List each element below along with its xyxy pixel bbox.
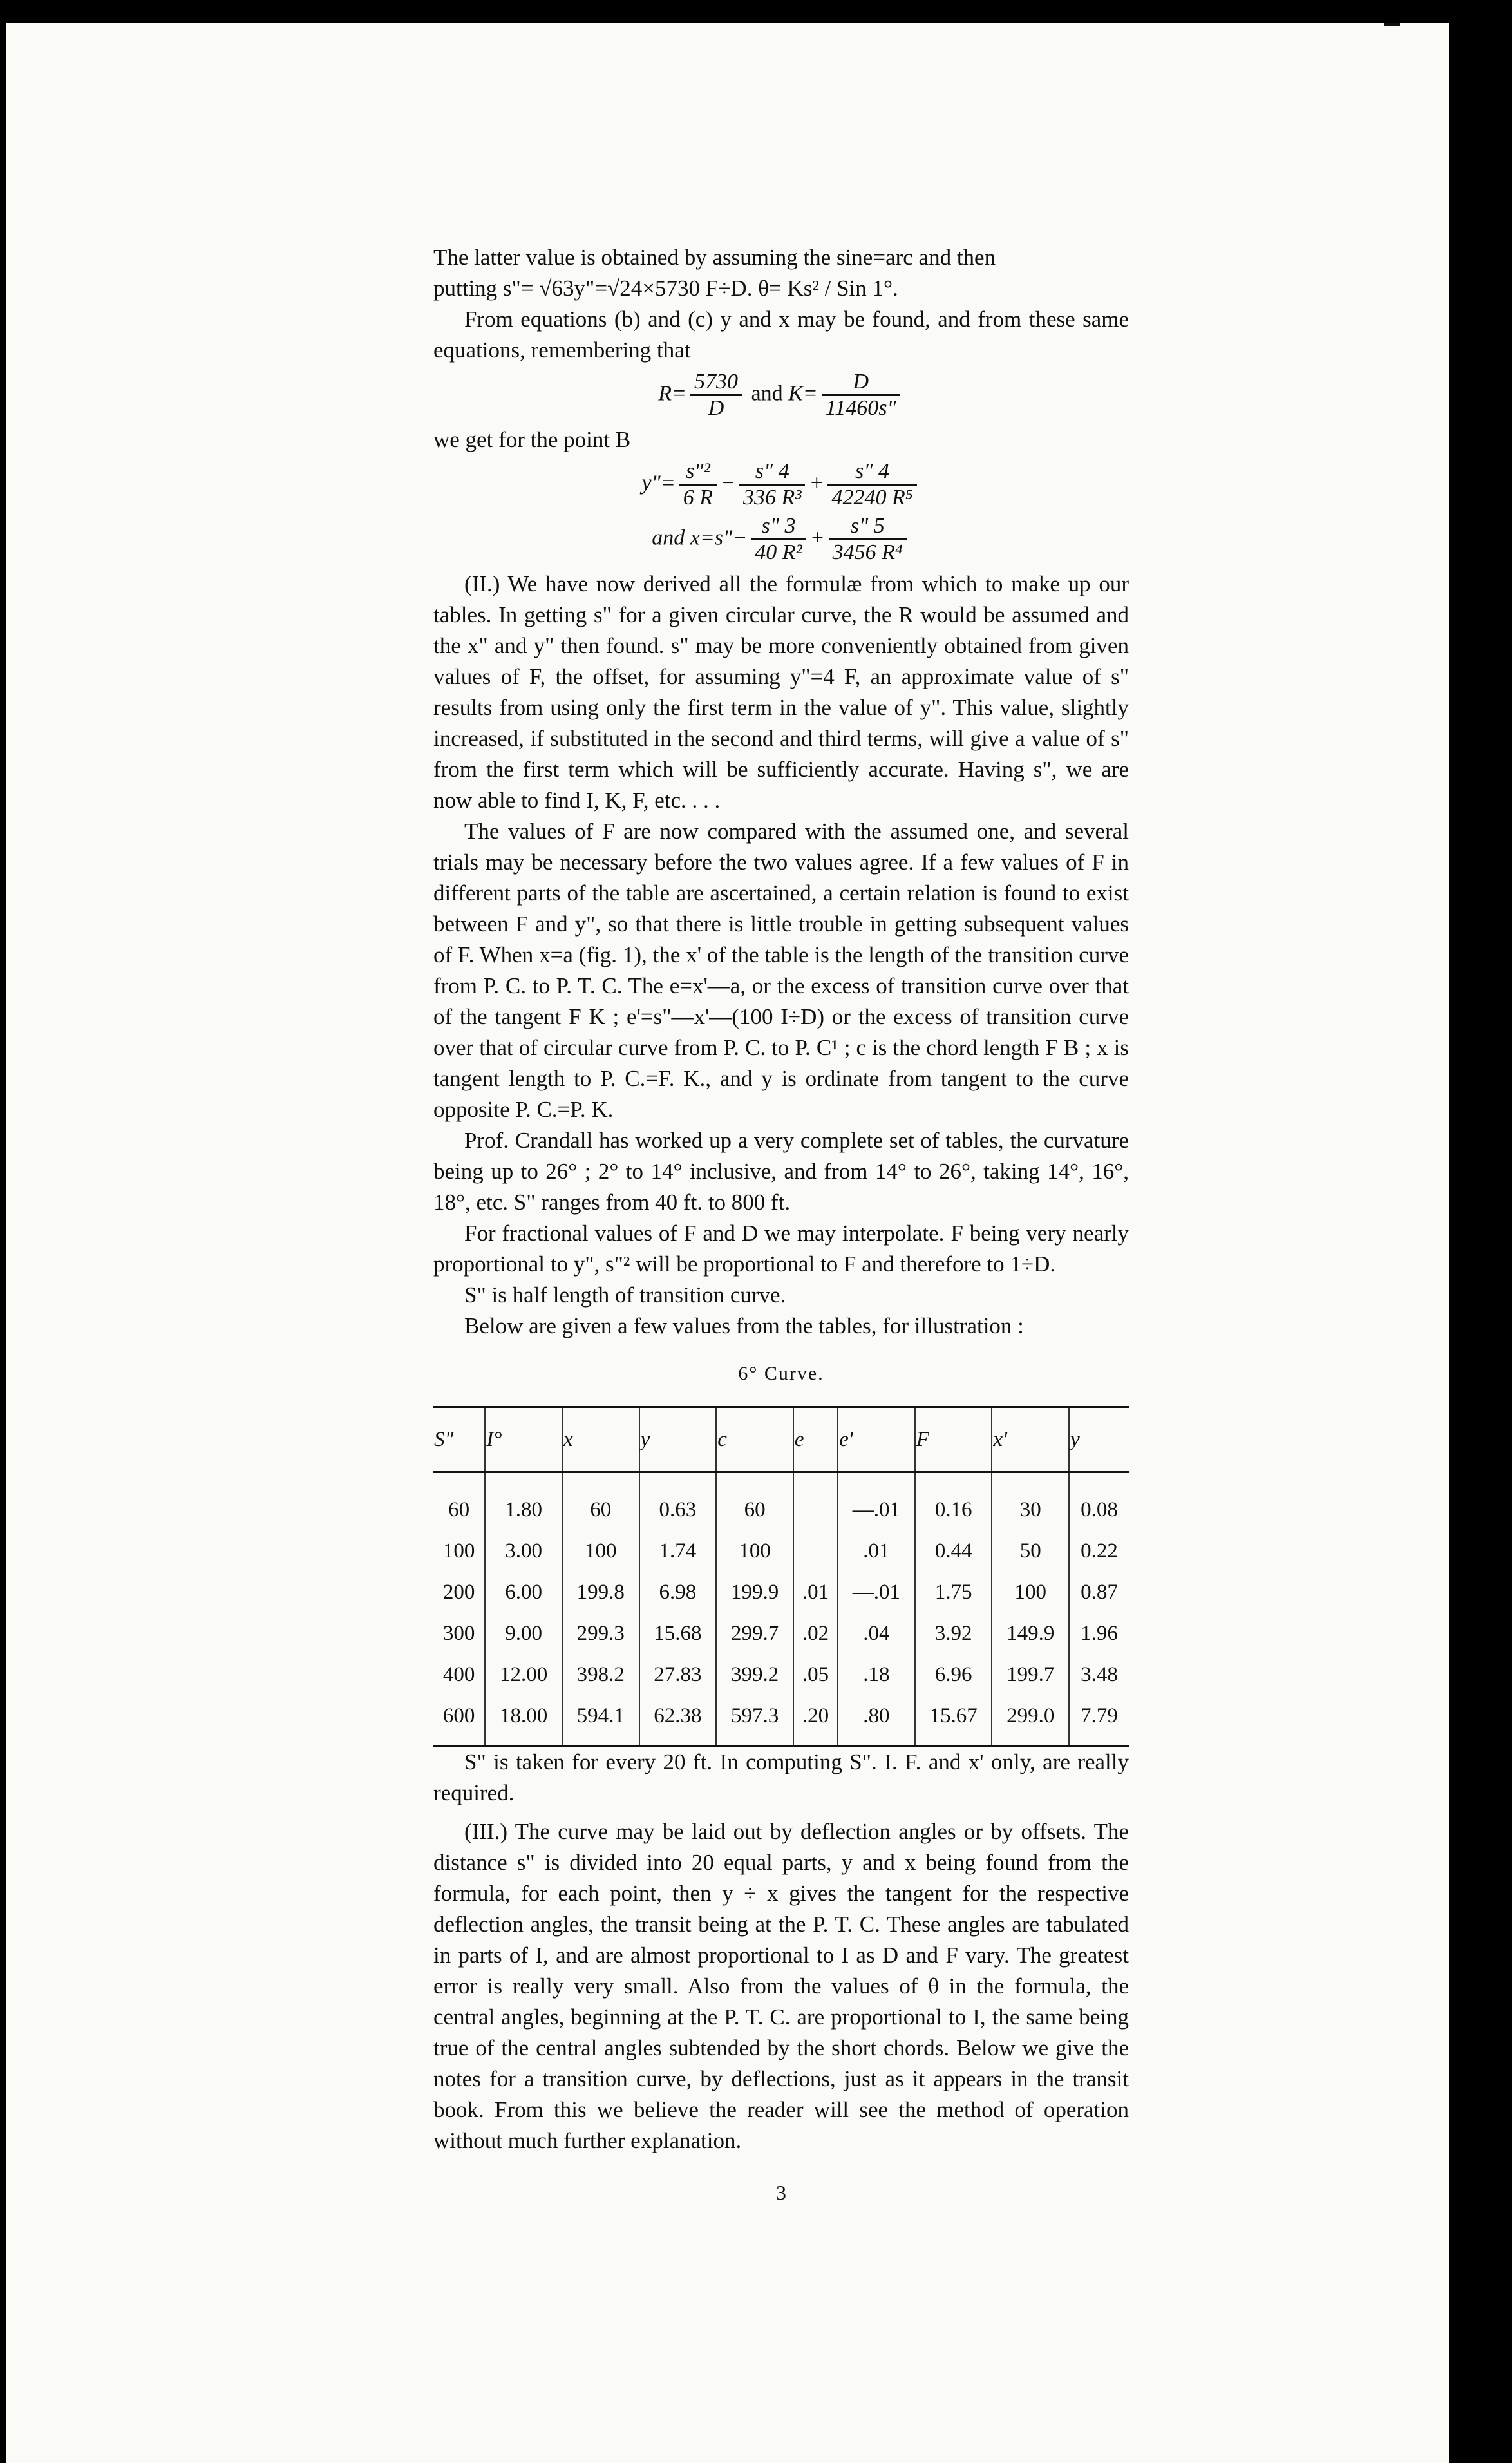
table-cell: 6.00 (485, 1572, 562, 1613)
table-cell: 149.9 (992, 1613, 1069, 1654)
formula-x-lhs: and x=s"− (652, 526, 748, 550)
table-cell: 3.92 (915, 1613, 992, 1654)
paragraph-fractional: For fractional values of F and D we may interpolate. F being very nearly proportional to y", s"² will be proportional to F and therefore to 1÷D. (433, 1221, 1129, 1277)
table-row (433, 1654, 1129, 1695)
table-cell: 199.9 (716, 1572, 793, 1613)
paragraph-from-equations: From equations (b) and (c) y and x may be found, and from these same equations, remembering that (433, 307, 1129, 363)
fraction-numerator: D (822, 370, 900, 396)
table-cell: 0.87 (1081, 1581, 1118, 1604)
table-cell: 200 (433, 1572, 485, 1613)
fraction-numerator: s" 4 (827, 459, 916, 486)
column-header: c (716, 1407, 793, 1472)
table-cell: .01 (793, 1572, 838, 1613)
fraction-denominator: D (708, 396, 724, 420)
fraction-numerator: s" 5 (829, 514, 907, 540)
table-cell: 0.22 (1081, 1539, 1118, 1563)
table-cell: 1.80 (485, 1472, 562, 1531)
intro-line: putting s"= √63y"=√24×5730 F÷D. θ= Ks² / Sin 1°. (433, 276, 898, 301)
table-cell: 27.83 (639, 1654, 717, 1695)
scan-blot (1384, 23, 1400, 26)
table-cell (793, 1472, 838, 1531)
table-cell: .04 (838, 1613, 915, 1654)
column-header: S" (433, 1407, 485, 1472)
operator: + (809, 471, 824, 495)
we-get-line: we get for the point B (433, 427, 631, 452)
fraction-numerator: s" 3 (751, 514, 806, 540)
fraction-denominator: 336 R³ (743, 486, 802, 509)
table-cell: .80 (838, 1695, 915, 1746)
table-cell: 62.38 (639, 1695, 717, 1746)
table-row (433, 1695, 1129, 1746)
table-row (433, 1530, 1129, 1572)
table-cell: 6.98 (639, 1572, 717, 1613)
column-header: F (915, 1407, 992, 1472)
table-cell: 6.96 (915, 1654, 992, 1695)
table-cell: 1.74 (639, 1530, 717, 1572)
curve-table (433, 1406, 1129, 1747)
table-cell: 9.00 (485, 1613, 562, 1654)
table-cell: 100 (992, 1572, 1069, 1613)
table-cell: 597.3 (716, 1695, 793, 1746)
table-cell: 594.1 (562, 1695, 639, 1746)
table-cell: —.01 (838, 1572, 915, 1613)
table-cell: 299.0 (992, 1695, 1069, 1746)
table-cell: 0.16 (915, 1472, 992, 1531)
table-cell: 0.08 (1081, 1498, 1118, 1521)
fraction-numerator: s" 4 (739, 459, 805, 486)
paragraph-values-of-f: The values of F are now compared with the assumed one, and several trials may be necessary before the two values agree. If a few values of F in different parts of the table are ascertained, a certain relation is found to exist between F and y", so that there is little trouble in getting subsequent values of F. When x=a (fig. 1), the x' of the table is the length of the transition curve from P. C. to P. T. C. The e=x'—a, or the excess of transition curve over that of the tangent F K ; e'=s"—x'—(100 I÷D) or the excess of transition curve over that of circular curve from P. C. to P. C¹ ; c is the chord length F B ; x is tangent length to P. C.=F. K., and y is ordinate from tangent to the curve opposite P. C.=P. K. (433, 819, 1129, 1122)
formula-r-lhs: R= (658, 381, 686, 406)
paragraph-taken-every: S" is taken for every 20 ft. In computing S". I. F. and x' only, are really required. (433, 1749, 1129, 1805)
column-header: y (1069, 1407, 1129, 1472)
page-number: 3 (776, 2181, 786, 2204)
table-cell: 1.96 (1081, 1622, 1118, 1645)
formula-y (433, 459, 1129, 510)
fraction (827, 459, 916, 510)
table-cell: 299.3 (562, 1613, 639, 1654)
table-cell: 7.79 (1069, 1695, 1129, 1746)
paragraph-crandall: Prof. Crandall has worked up a very complete set of tables, the curvature being up to 26° ; 2° to 14° inclusive, and from 14° to 26°, taking 14°, 16°, 18°, etc. S" ranges from 40 ft. to 800 ft. (433, 1128, 1129, 1215)
table-cell: .20 (793, 1695, 838, 1746)
table-cell: 300 (433, 1613, 485, 1654)
table-cell: .18 (838, 1654, 915, 1695)
table-cell: .02 (793, 1613, 838, 1654)
table-cell: 60 (716, 1472, 793, 1531)
table-cell: 600 (433, 1695, 485, 1746)
fraction (829, 514, 907, 565)
operator: + (809, 526, 825, 550)
column-header: I° (485, 1407, 562, 1472)
table-cell: 399.2 (716, 1654, 793, 1695)
formula-k-lhs: K= (788, 381, 818, 406)
formula-and: and (751, 381, 783, 406)
table-cell: 100 (562, 1530, 639, 1572)
table-cell: 100 (433, 1530, 485, 1572)
table-cell: 60 (433, 1472, 485, 1531)
table-cell: 30 (992, 1472, 1069, 1531)
table-cell: .01 (838, 1530, 915, 1572)
column-header: e' (838, 1407, 915, 1472)
formula-y-lhs: y"= (641, 471, 676, 495)
formula-r-k (433, 370, 1129, 421)
table-row (433, 1613, 1129, 1654)
scanned-page (6, 23, 1449, 2463)
fraction-denominator: 11460s" (825, 396, 896, 420)
table-cell: 199.7 (992, 1654, 1069, 1695)
intro-line: The latter value is obtained by assuming the sine=arc and then (433, 245, 996, 270)
table-cell: 3.00 (485, 1530, 562, 1572)
table-row (433, 1472, 1129, 1531)
formula-x (433, 514, 1129, 565)
table-cell: 199.8 (562, 1572, 639, 1613)
text-column (433, 242, 1129, 2208)
fraction-denominator: 40 R² (755, 540, 802, 564)
fraction-denominator: 6 R (683, 486, 713, 509)
table-cell: 60 (562, 1472, 639, 1531)
column-header: x (562, 1407, 639, 1472)
table-cell: .05 (793, 1654, 838, 1695)
fraction-numerator: s"² (679, 459, 717, 486)
table-cell: —.01 (838, 1472, 915, 1531)
column-header: x' (992, 1407, 1069, 1472)
table-cell: 0.63 (639, 1472, 717, 1531)
table-cell: 299.7 (716, 1613, 793, 1654)
fraction (822, 370, 900, 421)
operator: − (721, 471, 736, 495)
fraction-denominator: 42240 R⁵ (831, 486, 913, 509)
table-cell (793, 1530, 838, 1572)
table-cell: 12.00 (485, 1654, 562, 1695)
fraction (679, 459, 717, 510)
fraction-denominator: 3456 R⁴ (832, 540, 903, 564)
column-header: y (639, 1407, 717, 1472)
fraction (739, 459, 805, 510)
table-cell: 400 (433, 1654, 485, 1695)
table-cell: 3.48 (1081, 1663, 1118, 1686)
fraction-numerator: 5730 (690, 370, 742, 396)
table-cell: 398.2 (562, 1654, 639, 1695)
table-header-row (433, 1407, 1129, 1472)
table-cell: 50 (992, 1530, 1069, 1572)
fraction (751, 514, 806, 565)
table-cell: 0.44 (915, 1530, 992, 1572)
table-row (433, 1572, 1129, 1613)
fraction (690, 370, 742, 421)
paragraph-iii: (III.) The curve may be laid out by deflection angles or by offsets. The distance s" is divided into 20 equal parts, y and x being found from the formula, for each point, then y ÷ x gives the tangent for the respective deflection angles, the transit being at the P. T. C. These angles are tabulated in parts of I, and are almost proportional to I as D and F vary. The greatest error is really very small. Also from the values of θ in the formula, the central angles, beginning at the P. T. C. are proportional to I, the same being true of the central angles subtended by the short chords. Below we give the notes for a transition curve, by deflections, just as it appears in the transit book. From this we believe the reader will see the method of operation without much further explanation. (433, 1819, 1129, 2153)
paragraph-below: Below are given a few values from the tables, for illustration : (464, 1313, 1024, 1338)
column-header: e (793, 1407, 838, 1472)
table-cell: 100 (716, 1530, 793, 1572)
table-caption: 6° Curve. (738, 1363, 824, 1384)
table-cell: 18.00 (485, 1695, 562, 1746)
table-cell: 1.75 (915, 1572, 992, 1613)
table-cell: 15.67 (915, 1695, 992, 1746)
paragraph-half-length: S" is half length of transition curve. (464, 1282, 786, 1308)
paragraph-ii: (II.) We have now derived all the formulæ from which to make up our tables. In getting s" for a given circular curve, the R would be assumed and the x" and y" then found. s" may be more conveniently obtained from given values of F, the offset, for assuming y"=4 F, an approximate value of s" results from using only the first term in the value of y". This value, slightly increased, if substituted in the second and third terms, will give a value of s" from the first term which will be sufficiently accurate. Having s", we are now able to find I, K, F, etc. . . . (433, 571, 1129, 813)
table-cell: 15.68 (639, 1613, 717, 1654)
